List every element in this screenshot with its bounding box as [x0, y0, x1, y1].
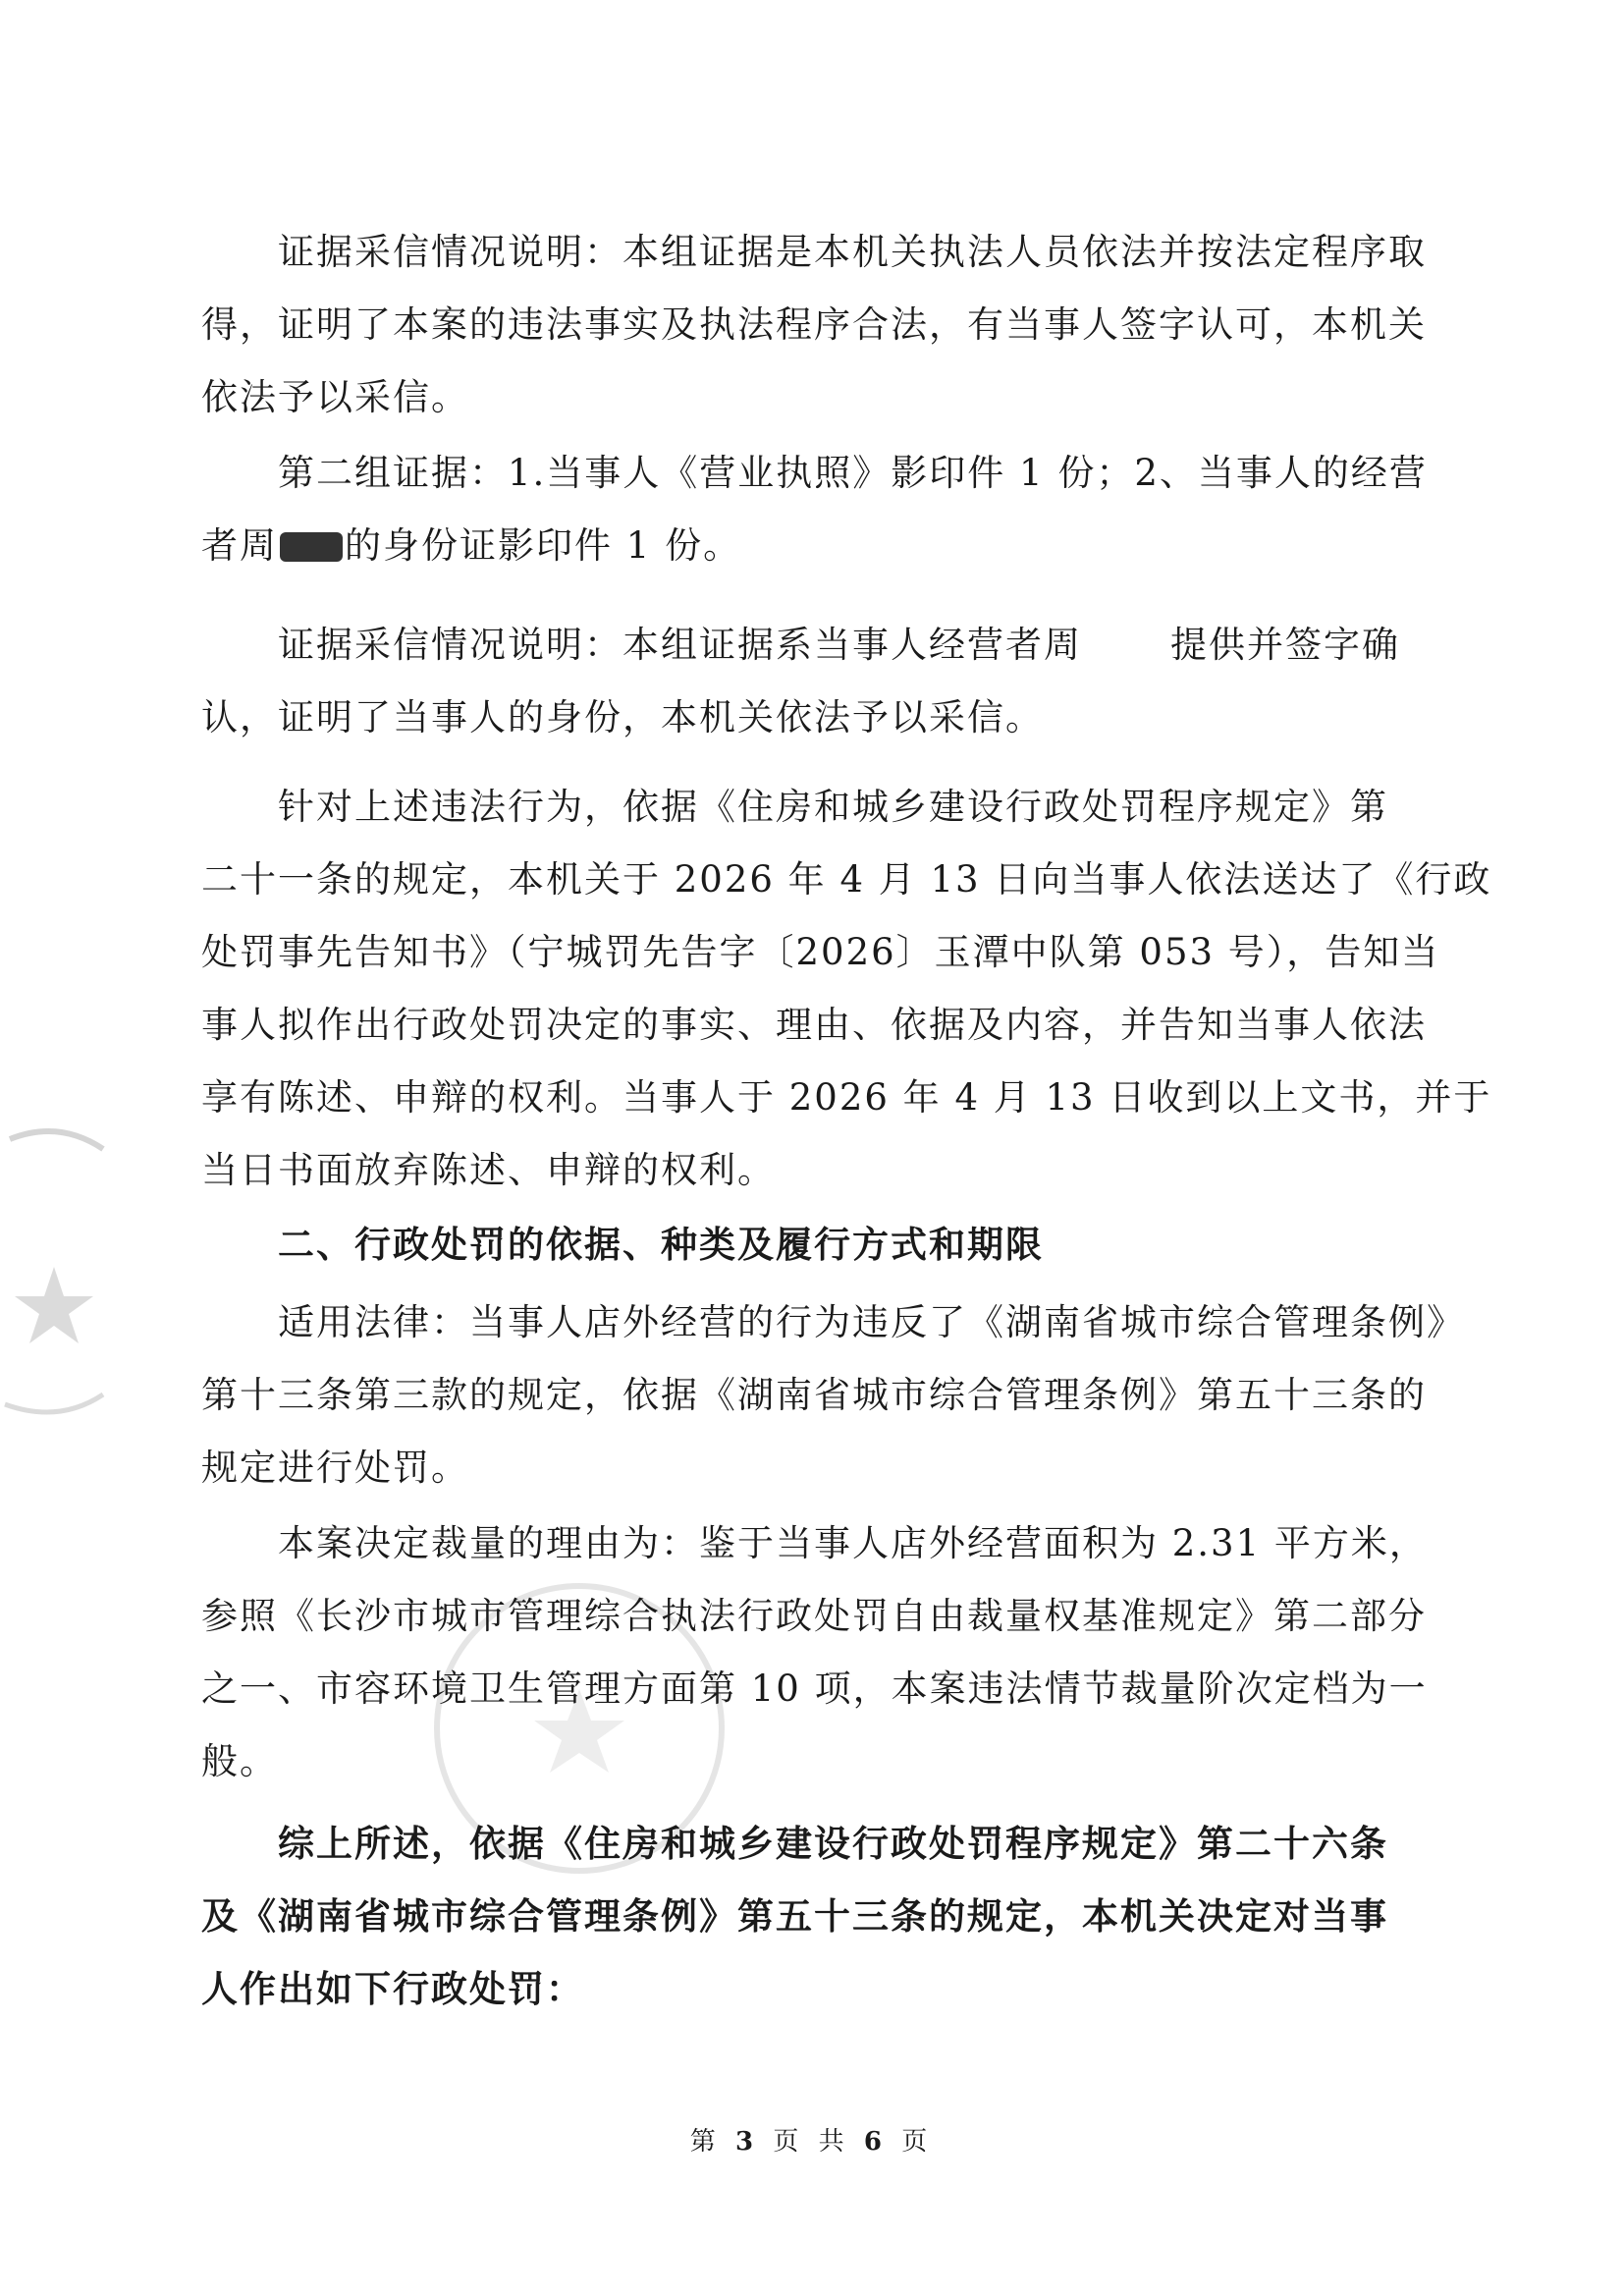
text-line: 之一、市容环境卫生管理方面第 10 项，本案违法情节裁量阶次定档为一 [201, 1667, 1428, 1710]
text-line: 规定进行处罚。 [201, 1447, 469, 1489]
text-fragment: 者周 [201, 524, 278, 567]
text-line [201, 609, 1424, 682]
text-line: 二十一条的规定，本机关于 2026 年 4 月 13 日向当事人依法送达了《行政 [201, 858, 1492, 901]
paragraph-evidence-note-1 [201, 216, 1427, 434]
page-number [0, 2121, 1623, 2158]
section-heading [201, 1208, 1424, 1281]
text-line: 认，证明了当事人的身份，本机关依法予以采信。 [201, 696, 1044, 738]
text-line: 享有陈述、申辩的权利。当事人于 2026 年 4 月 13 日收到以上文书，并于 [201, 1076, 1492, 1119]
text-line [201, 510, 1424, 582]
text-line: 适用法律：当事人店外经营的行为违反了《湖南省城市综合管理条例》 [201, 1301, 1465, 1343]
paragraph-notice [201, 771, 1492, 1207]
text-line: 当日书面放弃陈述、申辩的权利。 [201, 1149, 776, 1191]
text-line: 人作出如下行政处罚： [201, 1967, 584, 2010]
page-number-suffix: 页 [901, 2127, 934, 2157]
redaction-mark [280, 532, 343, 562]
text-line: 般。 [201, 1740, 278, 1782]
text-fragment: 提供并签字确 [1170, 624, 1400, 666]
paragraph-evidence-note-2 [201, 609, 1424, 754]
text-line: 第二组证据：1.当事人《营业执照》影印件 1 份；2、当事人的经营 [201, 452, 1428, 494]
paragraph-evidence-group-2 [201, 437, 1428, 582]
page-number-prefix: 第 [689, 2127, 722, 2157]
seal-edge-icon [0, 1120, 108, 1434]
text-line: 处罚事先告知书》（宁城罚先告字〔2026〕玉潭中队第 053 号），告知当 [201, 931, 1440, 973]
paragraph-discretion [201, 1507, 1428, 1798]
heading-text: 二、行政处罚的依据、种类及履行方式和期限 [201, 1223, 1044, 1266]
page-number-mid: 页 共 [773, 2127, 850, 2157]
text-line: 针对上述违法行为，依据《住房和城乡建设行政处罚程序规定》第 [201, 786, 1388, 828]
page-current: 3 [735, 2127, 760, 2157]
text-line: 第十三条第三款的规定，依据《湖南省城市综合管理条例》第五十三条的 [201, 1374, 1427, 1416]
text-line: 本案决定裁量的理由为：鉴于当事人店外经营面积为 2.31 平方米， [201, 1522, 1428, 1564]
text-fragment: 证据采信情况说明：本组证据系当事人经营者周 [201, 624, 1082, 666]
page-total: 6 [863, 2127, 888, 2157]
paragraph-conclusion [201, 1807, 1424, 2025]
text-line: 综上所述，依据《住房和城乡建设行政处罚程序规定》第二十六条 [201, 1822, 1388, 1865]
text-line: 参照《长沙市城市管理综合执法行政处罚自由裁量权基准规定》第二部分 [201, 1595, 1427, 1637]
text-line: 事人拟作出行政处罚决定的事实、理由、依据及内容，并告知当事人依法 [201, 1004, 1427, 1046]
text-line: 证据采信情况说明：本组证据是本机关执法人员依法并按法定程序取 [201, 231, 1427, 273]
text-line: 得，证明了本案的违法事实及执法程序合法，有当事人签字认可，本机关 [201, 303, 1427, 346]
text-line: 依法予以采信。 [201, 376, 469, 418]
text-line: 及《湖南省城市综合管理条例》第五十三条的规定，本机关决定对当事 [201, 1894, 1388, 1938]
text-fragment: 的身份证影印件 1 份。 [345, 524, 742, 567]
paragraph-applicable-law [201, 1286, 1465, 1504]
